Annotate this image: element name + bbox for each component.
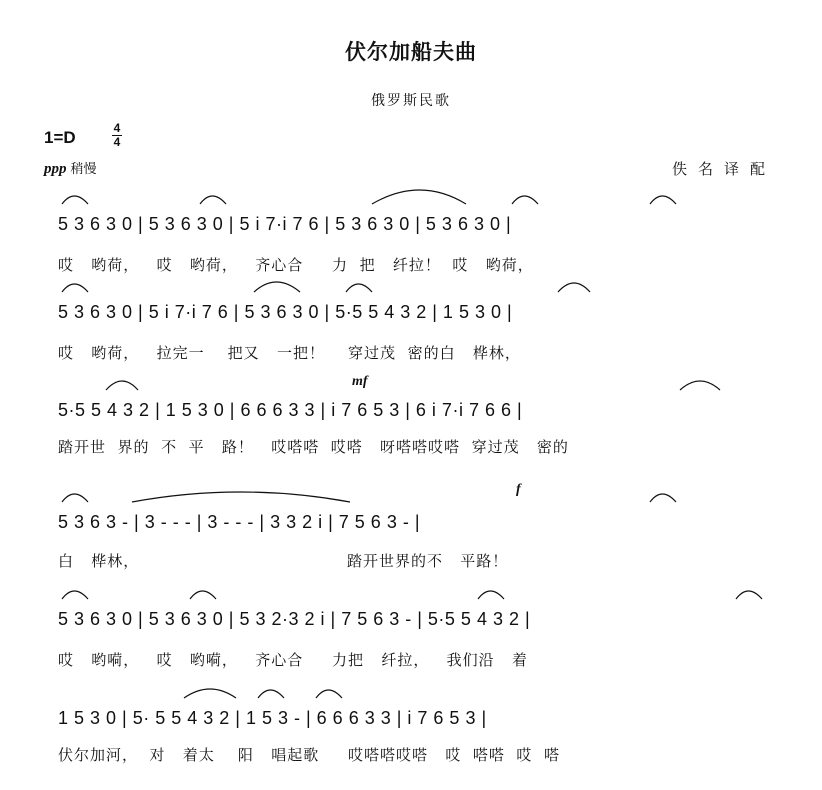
tempo-text: 稍慢 — [70, 162, 97, 177]
notation-line: 5 3 6 3 0 | 5 3 6 3 0 | 5 i 7·i 7 6 | 5 3 6 3 0 | 5 3 6 3 0 | — [58, 214, 512, 234]
slur — [62, 284, 88, 292]
slur — [132, 492, 350, 502]
lyric-line: 踏开世 界的 不 平 路！ 哎嗒嗒 哎嗒 呀嗒嗒哎嗒 穿过茂 密的 — [58, 438, 569, 456]
slur — [346, 284, 372, 292]
dynamic-f: f — [516, 482, 521, 497]
notation-line: 5 3 6 3 - | 3 - - - | 3 - - - | 3 3 2 i | 7 5 6 3 - | — [58, 512, 420, 532]
lyric-line: 白 桦林， 踏开世界的不 平路！ — [58, 552, 509, 570]
slur — [478, 591, 504, 599]
notation-line: 1 5 3 0 | 5· 5 5 4 3 2 | 1 5 3 - | 6 6 6 3 3 | i 7 6 5 3 | — [58, 708, 487, 728]
slur — [512, 196, 538, 204]
slur — [62, 494, 88, 502]
slur — [200, 196, 226, 204]
slur — [62, 591, 88, 599]
slur — [680, 381, 720, 390]
notation-line: 5 3 6 3 0 | 5 i 7·i 7 6 | 5 3 6 3 0 | 5·5 5 4 3 2 | 1 5 3 0 | — [58, 302, 513, 322]
time-signature-bottom: 4 — [113, 135, 121, 149]
lyric-line: 哎 哟荷， 哎 哟荷， 齐心合 力 把 纤拉！ 哎 哟荷， — [58, 256, 534, 274]
slur — [106, 381, 138, 390]
notation-line: 5 3 6 3 0 | 5 3 6 3 0 | 5 3 2·3 2 i | 7 5 6 3 - | 5·5 5 4 3 2 | — [58, 609, 531, 629]
slur — [184, 689, 236, 698]
dynamic-mf: mf — [352, 374, 368, 389]
credit-line: 佚名译配 — [672, 160, 777, 178]
slur — [316, 690, 342, 698]
slur — [62, 196, 88, 204]
song-title: 伏尔加船夫曲 — [345, 39, 477, 64]
slur — [650, 494, 676, 502]
slur — [372, 190, 466, 204]
notation-line: 5·5 5 4 3 2 | 1 5 3 0 | 6 6 6 3 3 | i 7 6 5 3 | 6 i 7·i 7 6 6 | — [58, 400, 523, 420]
slur — [736, 591, 762, 599]
slur — [258, 690, 284, 698]
slur — [558, 283, 590, 292]
lyric-line: 哎 哟嗬， 哎 哟嗬， 齐心合 力把 纤拉， 我们沿 着 — [58, 651, 528, 669]
key-signature: 1=D — [44, 128, 76, 147]
dynamic-marking: ppp — [44, 161, 67, 177]
slur — [650, 196, 676, 204]
lyric-line: 伏尔加河， 对 着太 阳 唱起歌 哎嗒嗒哎嗒 哎 嗒嗒 哎 嗒 — [58, 746, 560, 764]
time-signature-top: 4 — [113, 121, 121, 135]
slur — [190, 591, 216, 599]
lyric-line: 哎 哟荷， 拉完一 把又 一把！ 穿过茂 密的白 桦林， — [58, 344, 521, 362]
song-origin: 俄罗斯民歌 — [371, 93, 451, 109]
slur — [254, 282, 300, 292]
